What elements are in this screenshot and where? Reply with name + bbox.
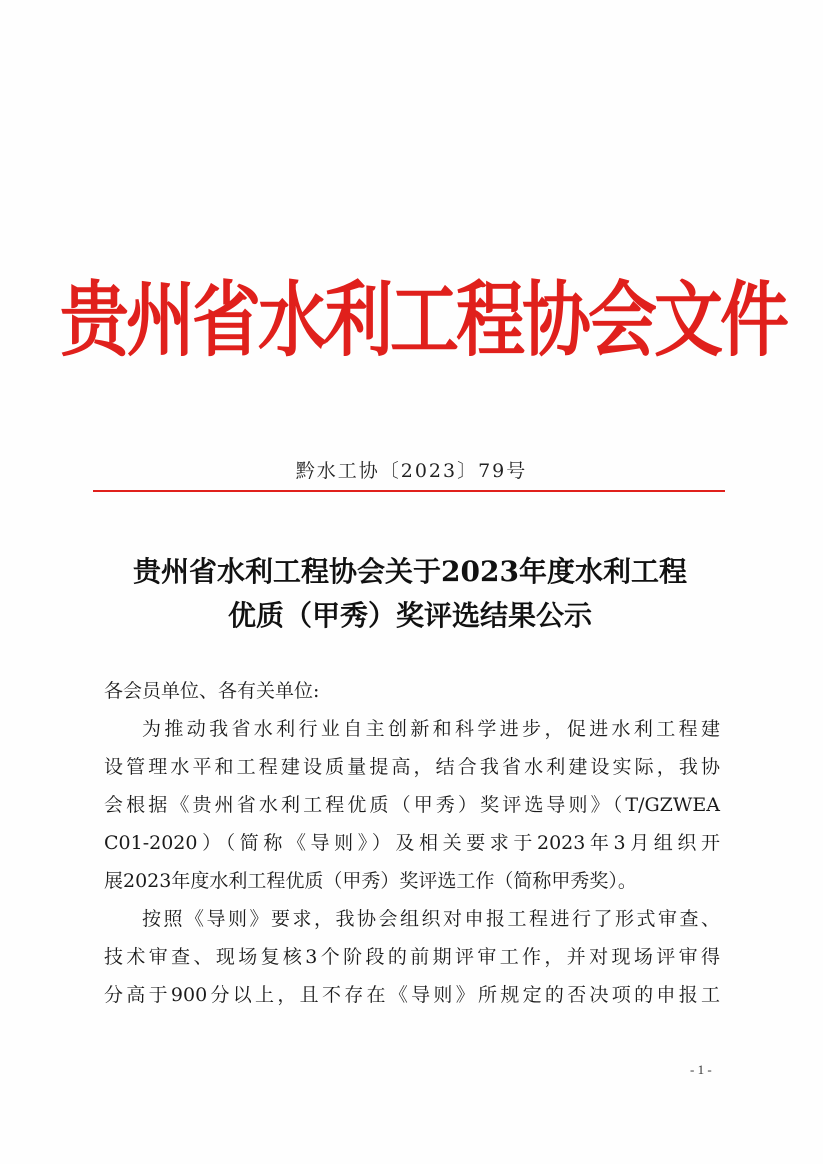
title-line-2: 优质（甲秀）奖评选结果公示 xyxy=(227,599,592,632)
document-number: 黔水工协〔2023〕79号 xyxy=(295,460,528,482)
paragraph-2-line: 技术审查、现场复核3个阶段的前期评审工作，并对现场评审得 xyxy=(104,946,720,968)
title-line-1: 贵州省水利工程协会关于2023年度水利工程 xyxy=(133,555,687,588)
document-title xyxy=(90,550,730,638)
paragraph-1-line: 会根据《贵州省水利工程优质（甲秀）奖评选导则》（T/GZWEA xyxy=(104,794,720,816)
paragraph-1-line: C01-2020）（简称《导则》）及相关要求于2023年3月组织开 xyxy=(104,832,720,854)
paragraph-1 xyxy=(104,710,720,900)
salutation: 各会员单位、各有关单位: xyxy=(104,680,320,702)
paragraph-1-line: 为推动我省水利行业自主创新和科学进步，促进水利工程建 xyxy=(142,718,720,740)
masthead-title: 贵州省水利工程协会文件 xyxy=(60,273,786,368)
paragraph-1-line: 设管理水平和工程建设质量提高，结合我省水利建设实际，我协 xyxy=(104,756,720,778)
page-number: - 1 - xyxy=(690,1062,712,1077)
paragraph-1-line: 展2023年度水利工程优质（甲秀）奖评选工作（简称甲秀奖）。 xyxy=(104,870,637,892)
paragraph-2-line: 分高于900分以上，且不存在《导则》所规定的否决项的申报工 xyxy=(104,984,720,1006)
document-body xyxy=(104,672,720,1014)
paragraph-2-line: 按照《导则》要求，我协会组织对申报工程进行了形式审查、 xyxy=(142,908,720,930)
paragraph-2 xyxy=(104,900,720,1014)
red-divider-line xyxy=(93,490,725,492)
